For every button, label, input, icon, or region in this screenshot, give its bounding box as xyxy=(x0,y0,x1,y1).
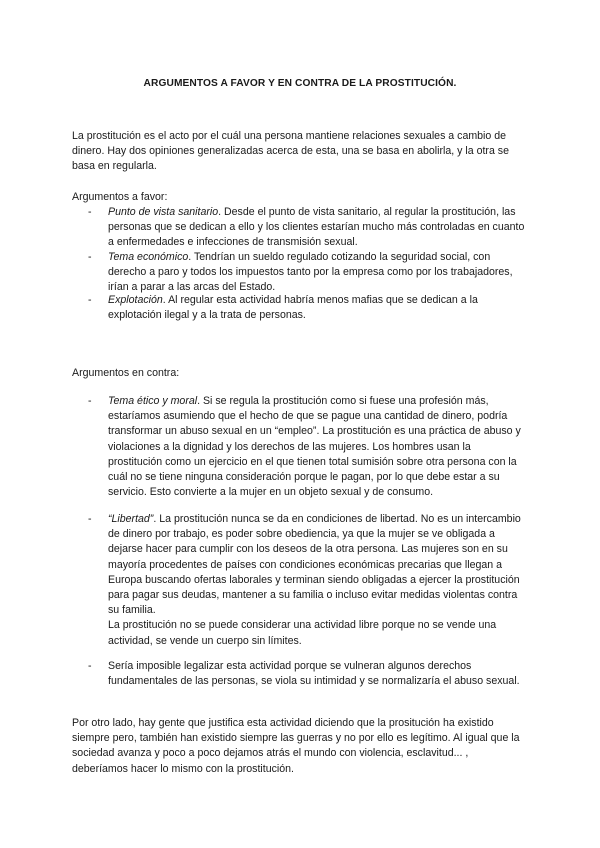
contra-item-extra: La prostitución no se puede considerar una actividad libre porque no se vende una actividad, se vende un cuerpo sin límites. xyxy=(108,619,497,647)
bullet-dash: - xyxy=(88,294,92,306)
contra-item-libertad xyxy=(90,512,526,649)
bullet-dash: - xyxy=(88,513,92,525)
bullet-dash: - xyxy=(88,395,92,407)
favor-item-economico xyxy=(90,250,526,296)
intro-paragraph: La prostitución es el acto por el cuál una persona mantiene relaciones sexuales a cambio de dinero. Hay dos opiniones generalizadas acerca de esta, una se basa en abolirla, y la otra se basa en regularla. xyxy=(72,130,509,173)
contra-item-text: . Si se regula la prostitución como si fuese una profesión más, estaríamos asumiendo que el hecho de que se pague una cantidad de dinero, podría transformar un abuso sexual en un “empleo”. La prostitución es una práctica de abuso y violaciones a la dignidad y los derechos de las mujeres. Los hombres usan la prostitución como un ejercicio en el que tienen total sumisión sobre otra persona con la cuál no se tiene ninguna consideración porque le pagan, por lo que debe estar a su servicio. Esto convierte a la mujer en un objeto sexual y de consumo. xyxy=(108,395,521,499)
conclusion-paragraph: Por otro lado, hay gente que justifica esta actividad diciendo que la prositución ha existido siempre pero, también han existido siempre las guerras y no por ello es legítimo. Al igual que la sociedad avanza y poco a poco dejamos atrás el mundo con violencia, esclavitud... , deberíamos hacer lo mismo con la prostitución. xyxy=(72,717,520,775)
favor-item-explotacion xyxy=(90,293,526,323)
contra-heading: Argumentos en contra: xyxy=(72,367,180,379)
favor-heading: Argumentos a favor: xyxy=(72,191,168,203)
contra-item-text: . La prostitución nunca se da en condiciones de libertad. No es un intercambio de dinero por trabajo, es poder sobre obediencia, ya que la mujer se ve obligada a dejarse hacer para cumplir con los deseos de la otra persona. Las mujeres son en su mayoría procedentes de países con condiciones económicas precarias que llegan a Europa buscando ofertas laborales y terminan siendo obligadas a ejercer la prostitución para pagar sus deudas, mantener a su familia o incluso evitar medidas violentas contra su familia. xyxy=(108,513,521,617)
document-title: ARGUMENTOS A FAVOR Y EN CONTRA DE LA PROSTITUCIÓN. xyxy=(143,78,457,89)
favor-item-term: Punto de vista sanitario xyxy=(108,206,219,218)
favor-item-text: . Tendrían un sueldo regulado cotizando la seguridad social, con derecho a paro y todos los impuestos tanto por la empresa como por los trabajadores, irían a parar a las arcas del Estado. xyxy=(108,251,513,294)
contra-item-derechos xyxy=(90,659,526,689)
bullet-dash: - xyxy=(88,660,92,672)
favor-item-text: . Al regular esta actividad habría menos mafias que se dedican a la explotación ilegal y a la trata de personas. xyxy=(108,294,478,322)
bullet-dash: - xyxy=(88,251,92,263)
favor-item-term: Explotación xyxy=(108,294,163,306)
favor-item-sanitario xyxy=(90,205,526,251)
contra-item-etico xyxy=(90,394,526,500)
favor-item-term: Tema económico xyxy=(108,251,189,263)
favor-item-text: . Desde el punto de vista sanitario, al regular la prostitución, las personas que se dedican a ello y los clientes estarían mucho más controladas en cuanto a enfermedades e infecciones de transmisión sexual. xyxy=(108,206,525,249)
contra-item-term: “Libertad” xyxy=(108,513,154,525)
bullet-dash: - xyxy=(88,206,92,218)
contra-item-text: Sería imposible legalizar esta actividad porque se vulneran algunos derechos fundamentales de las personas, se viola su intimidad y se normalizaría el abuso sexual. xyxy=(108,660,520,688)
contra-item-term: Tema ético y moral xyxy=(108,395,198,407)
